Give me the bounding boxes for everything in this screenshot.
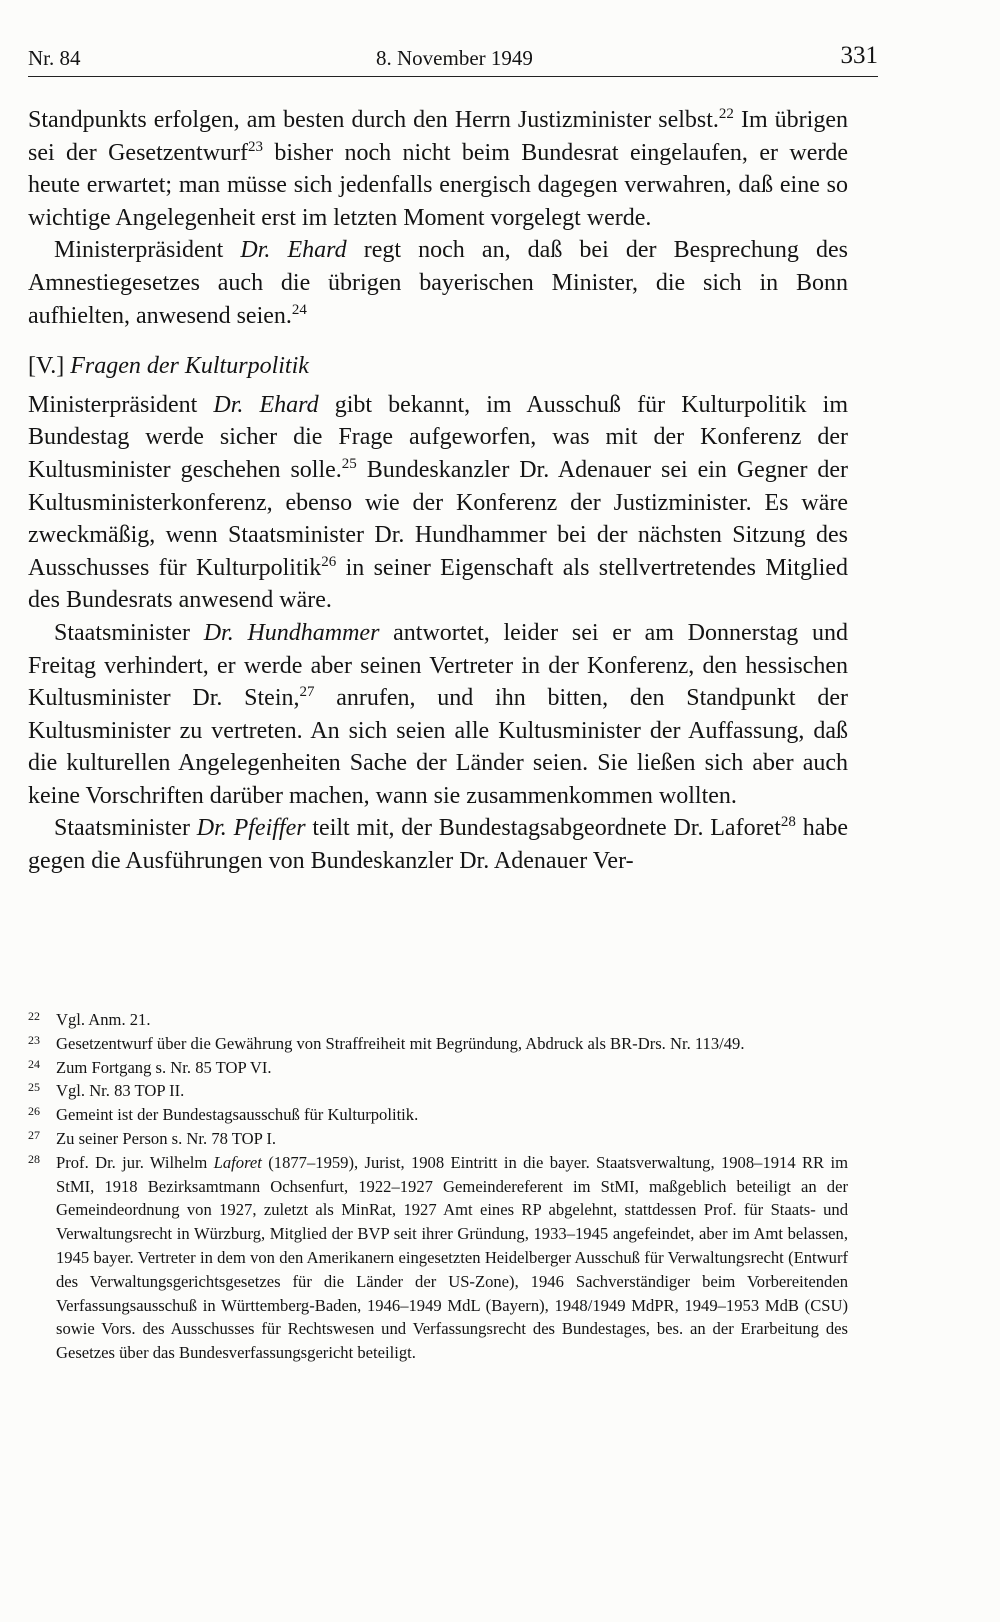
footnote-22: [28, 1008, 848, 1032]
footnote-text: Vgl. Nr. 83 TOP II.: [56, 1081, 185, 1101]
paragraph-1: [28, 104, 848, 234]
footnote-text: Gesetzentwurf über die Gewährung von Straffreiheit mit Begründung, Abdruck als BR-Drs. Nr. 113/49.: [56, 1033, 745, 1053]
speaker-title: Dr.: [203, 619, 234, 646]
footnotes: [28, 1008, 848, 1365]
footnote-text: Vgl. Anm. 21.: [56, 1010, 151, 1029]
paragraph-text: Standpunkts erfolgen, am besten durch den Herrn Justizminister selbst.: [28, 107, 719, 133]
footnote-number: 27: [28, 1127, 40, 1142]
speaker-name: Hundhammer: [233, 619, 380, 646]
page-number: 331: [840, 42, 878, 69]
paragraph-2: [28, 234, 848, 332]
footnote-23: [28, 1032, 848, 1056]
paragraph-5: [28, 812, 848, 877]
person-name: Laforet: [213, 1152, 262, 1172]
footnote-number: 25: [28, 1080, 40, 1095]
speaker-role: Ministerpräsident: [28, 391, 214, 418]
section-title: Fragen der Kulturpolitik: [64, 353, 309, 380]
section-heading: [28, 350, 848, 383]
paragraph-text: teilt mit, der Bundestagsabgeordnete Dr. Laforet: [305, 815, 781, 842]
footnote-text: (1877–1959), Jurist, 1908 Eintritt in die bayer. Staatsverwaltung, 1908–1914 RR im StMI, 1918 Bezirksamtmann Ochsenfurt, 1922–1927 Gemeindereferent im StMI, maßgeblich beteiligt an der Gemeindeordnung von 1927, zuletzt als MinRat, 1927 Amt eines RP abgelehnt, stattdessen Prof. für Staats- und Verwaltungsrecht in Würzburg, Mitglied der BVP seit ihrer Gründung, 1933–1945 angefeindet, aber im Amt belassen, 1945 bayer. Vertreter in dem von den Amerikanern eingesetzten Heidelberger Ausschuß für Verwaltungsrecht (Entwurf des Verwaltungsgerichtsgesetzes für die Länder der US-Zone), 1946 Sachverständiger beim Vorbereitenden Verfassungsausschuß in Württemberg-Baden, 1946–1949 MdL (Bayern), 1948/1949 MdPR, 1949–1953 MdB (CSU) sowie Vors. des Ausschusses für Rechtswesen und Verfassungsrecht des Bundestages, bes. an der Erarbeitung des Gesetzes über das Bundesverfassungsgericht beteiligt.: [56, 1152, 848, 1363]
footnote-ref: 22: [718, 106, 734, 122]
footnote-ref: 28: [780, 814, 796, 831]
running-head: [28, 42, 878, 74]
footnote-number: 24: [28, 1056, 40, 1071]
header-rule: [28, 76, 878, 77]
footnote-24: [28, 1056, 848, 1080]
footnote-text: Gemeint ist der Bundestagsausschuß für Kulturpolitik.: [56, 1105, 419, 1125]
footnote-26: [28, 1103, 848, 1127]
footnote-ref: 25: [341, 455, 357, 472]
footnote-number: 23: [28, 1032, 40, 1047]
speaker-name: Ehard: [270, 237, 347, 264]
footnote-ref: 27: [299, 684, 315, 701]
paragraph-text: antwortet, leider sei er am Donnerstag und Freitag verhindert, er werde aber seinen Vertreter in der Konferenz, den hessischen Kultusminister Dr. Stein,: [28, 619, 848, 712]
paragraph-3: [28, 389, 848, 617]
footnote-ref: 23: [248, 138, 264, 155]
footnote-number: 28: [28, 1151, 40, 1166]
footnote-ref: 26: [321, 553, 337, 570]
paragraph-text: habe gegen die Ausführungen von Bundeskanzler Dr. Adenauer Ver-: [28, 815, 848, 875]
paragraph-text: bisher noch nicht beim Bundesrat eingelaufen, er werde heute erwartet; man müsse sich jedenfalls energisch dagegen verwahren, daß eine so wichtige Angelegenheit erst im letzten Moment vorgelegt werde.: [28, 139, 848, 231]
footnote-ref: 24: [291, 301, 307, 318]
running-head-date: 8. November 1949: [376, 46, 533, 70]
section-number: [V.]: [28, 353, 65, 380]
footnote-25: [28, 1079, 848, 1103]
paragraph-text: anrufen, und ihn bitten, den Standpunkt der Kultusminister zu vertreten. An sich seien alle Kultusminister der Auffassung, daß die kulturellen Angelegenheiten Sache der Länder seien. Sie ließen sich aber auch keine Vorschriften darüber machen, wann sie zusammenkommen wollten.: [28, 685, 848, 809]
speaker-role: Ministerpräsident: [54, 237, 241, 264]
footnote-text: Zu seiner Person s. Nr. 78 TOP I.: [56, 1128, 277, 1148]
speaker-role: Staatsminister: [54, 619, 204, 646]
paragraph-text: Im übrigen sei der Gesetzentwurf: [28, 107, 848, 166]
footnote-number: 22: [28, 1009, 40, 1023]
document-number: Nr. 84: [28, 46, 81, 70]
paragraph-text: regt noch an, daß bei der Besprechung des Amnestiegesetzes auch die übrigen bayerischen Minister, die sich in Bonn aufhielten, anwesend seien.: [28, 237, 848, 329]
speaker-title: Dr.: [240, 237, 271, 264]
footnote-28: [28, 1151, 848, 1365]
footnote-text: Zum Fortgang s. Nr. 85 TOP VI.: [56, 1057, 272, 1077]
speaker-role: Staatsminister: [54, 815, 197, 842]
paragraph-text: in seiner Eigenschaft als stellvertretendes Mitglied des Bundesrats anwesend wäre.: [28, 554, 848, 614]
speaker-name: Pfeiffer: [226, 815, 306, 842]
paragraph-text: Bundeskanzler Dr. Adenauer sei ein Gegner der Kultusministerkonferenz, ebenso wie der Konferenz der Justizminister. Es wäre zweckmäßig, wenn Staatsminister Dr. Hundhammer bei der nächsten Sitzung des Ausschusses für Kulturpolitik: [28, 456, 849, 581]
paragraph-text: gibt bekannt, im Ausschuß für Kulturpolitik im Bundestag werde sicher die Frage aufgeworfen, was mit der Konferenz der Kultusminister geschehen solle.: [28, 391, 848, 483]
speaker-name: Ehard: [243, 391, 319, 418]
paragraph-4: [28, 617, 848, 813]
footnote-number: 26: [28, 1104, 40, 1119]
speaker-title: Dr.: [196, 815, 227, 842]
speaker-title: Dr.: [213, 391, 244, 418]
footnote-27: [28, 1127, 848, 1151]
main-text: [28, 104, 848, 878]
footnote-text: Prof. Dr. jur. Wilhelm: [56, 1152, 214, 1172]
